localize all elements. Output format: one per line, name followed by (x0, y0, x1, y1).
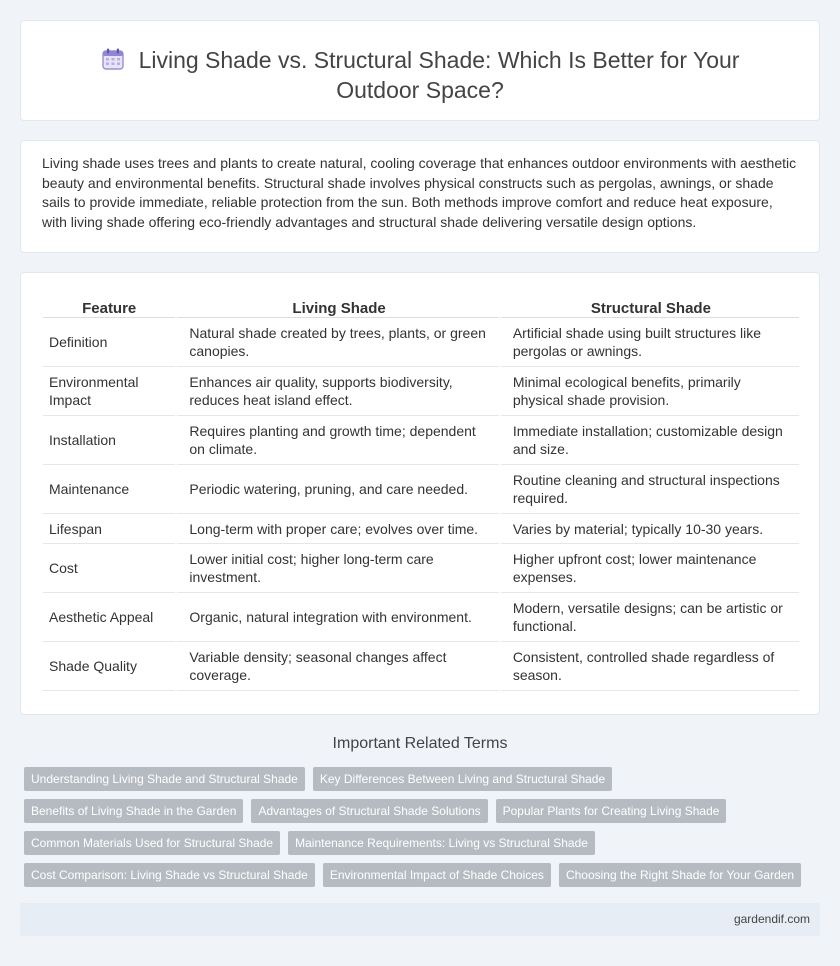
related-term-tag[interactable]: Benefits of Living Shade in the Garden (24, 799, 243, 823)
tag-row (24, 799, 824, 831)
living-shade-cell: Natural shade created by trees, plants, or green canopies. (175, 318, 498, 367)
structural-shade-cell: Immediate installation; customizable design and size. (499, 416, 799, 465)
living-shade-cell: Requires planting and growth time; dependent on climate. (175, 416, 498, 465)
tag-row (24, 767, 824, 799)
related-term-tag[interactable]: Environmental Impact of Shade Choices (323, 863, 551, 887)
living-shade-cell: Enhances air quality, supports biodiversity, reduces heat island effect. (175, 367, 498, 416)
structural-shade-cell: Routine cleaning and structural inspections required. (499, 465, 799, 514)
page-title (21, 45, 819, 105)
related-terms-title: Important Related Terms (332, 735, 508, 752)
feature-cell: Maintenance (43, 465, 175, 514)
calendar-icon (101, 47, 125, 71)
related-term-tag[interactable]: Key Differences Between Living and Structural Shade (313, 767, 612, 791)
table-row (43, 465, 799, 514)
table-row (43, 416, 799, 465)
structural-shade-cell: Artificial shade using built structures like pergolas or awnings. (499, 318, 799, 367)
related-term-tag[interactable]: Advantages of Structural Shade Solutions (251, 799, 487, 823)
feature-cell: Lifespan (43, 514, 175, 544)
intro-paragraph: Living shade uses trees and plants to create natural, cooling coverage that enhances outdoor environments with aesthetic beauty and environmental benefits. Structural shade involves physical constructs such as pergolas, awnings, or shade sails to provide immediate, reliable protection from the sun. Both methods improve comfort and reduce heat exposure, with living shade offering eco-friendly advantages and structural shade delivering versatile design options. (42, 155, 797, 230)
header-structural-shade: Structural Shade (499, 295, 799, 318)
intro-card (20, 140, 820, 253)
header-feature: Feature (43, 295, 175, 318)
feature-cell: Installation (43, 416, 175, 465)
related-term-tag[interactable]: Choosing the Right Shade for Your Garden (559, 863, 801, 887)
table-header-row (43, 295, 799, 318)
living-shade-cell: Long-term with proper care; evolves over time. (175, 514, 498, 544)
footer-site-link[interactable]: gardendif.com (733, 912, 810, 926)
title-line-1: Living Shade vs. Structural Shade: Which Is Better for Your (138, 47, 740, 73)
feature-cell: Definition (43, 318, 175, 367)
table-row (43, 593, 799, 642)
structural-shade-cell: Higher upfront cost; lower maintenance expenses. (499, 544, 799, 593)
table-row (43, 367, 799, 416)
footer (20, 903, 820, 936)
feature-cell: Environmental Impact (43, 367, 175, 416)
feature-cell: Shade Quality (43, 642, 175, 691)
title-line-2: Outdoor Space? (336, 77, 504, 103)
living-shade-cell: Variable density; seasonal changes affect coverage. (175, 642, 498, 691)
table-row (43, 514, 799, 544)
feature-cell: Cost (43, 544, 175, 593)
tag-row (24, 863, 824, 895)
related-term-tag[interactable]: Popular Plants for Creating Living Shade (496, 799, 727, 823)
structural-shade-cell: Modern, versatile designs; can be artistic or functional. (499, 593, 799, 642)
related-term-tag[interactable]: Maintenance Requirements: Living vs Structural Shade (288, 831, 595, 855)
structural-shade-cell: Minimal ecological benefits, primarily physical shade provision. (499, 367, 799, 416)
title-card (20, 20, 820, 121)
feature-cell: Aesthetic Appeal (43, 593, 175, 642)
related-terms-list (24, 767, 824, 895)
header-living-shade: Living Shade (175, 295, 498, 318)
related-term-tag[interactable]: Understanding Living Shade and Structural Shade (24, 767, 305, 791)
structural-shade-cell: Varies by material; typically 10-30 years. (499, 514, 799, 544)
living-shade-cell: Organic, natural integration with environment. (175, 593, 498, 642)
comparison-table (43, 295, 799, 691)
table-row (43, 642, 799, 691)
structural-shade-cell: Consistent, controlled shade regardless of season. (499, 642, 799, 691)
living-shade-cell: Lower initial cost; higher long-term care investment. (175, 544, 498, 593)
table-row (43, 318, 799, 367)
related-term-tag[interactable]: Common Materials Used for Structural Shade (24, 831, 280, 855)
table-row (43, 544, 799, 593)
living-shade-cell: Periodic watering, pruning, and care needed. (175, 465, 498, 514)
tag-row (24, 831, 824, 863)
related-term-tag[interactable]: Cost Comparison: Living Shade vs Structural Shade (24, 863, 315, 887)
comparison-card (20, 272, 820, 715)
